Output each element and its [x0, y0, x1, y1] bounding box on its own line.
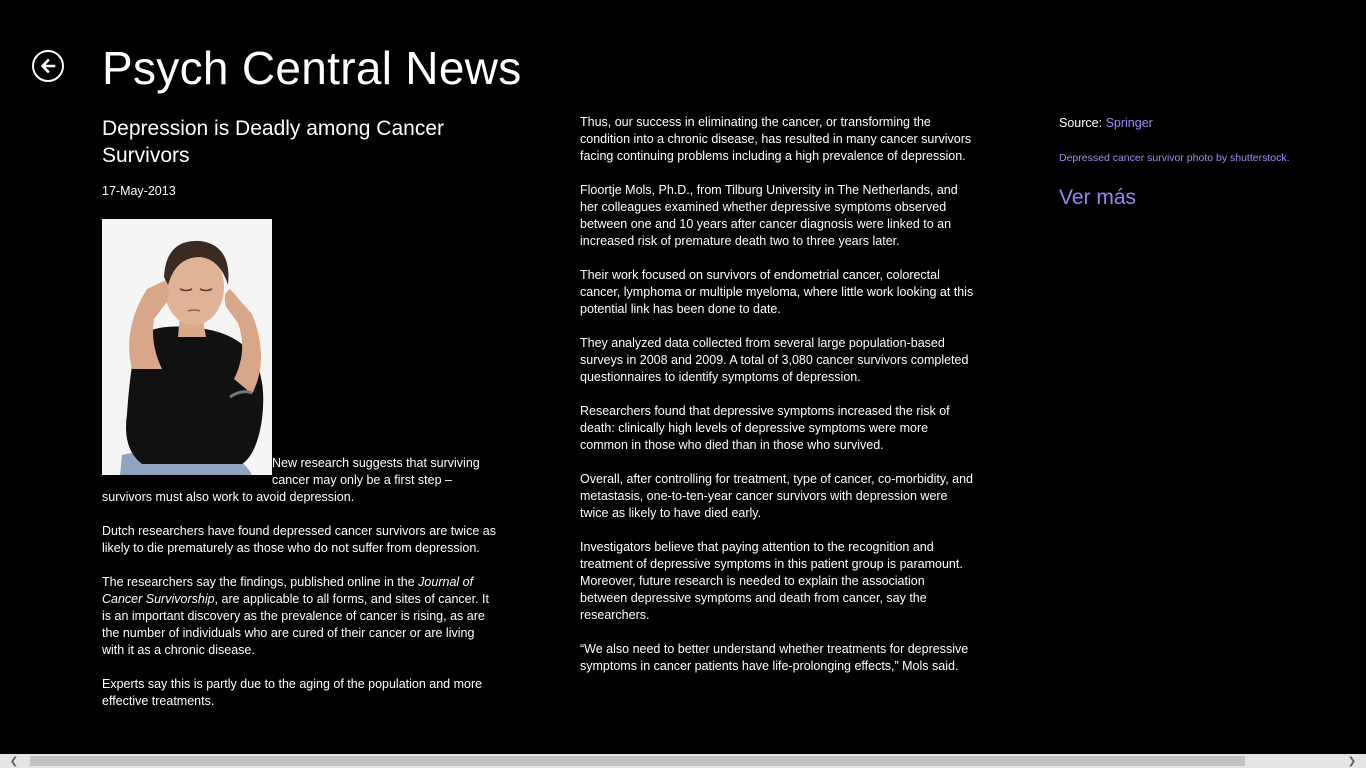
app-title: Psych Central News — [102, 42, 522, 94]
article-paragraph — [102, 574, 497, 659]
scrollbar-thumb[interactable] — [30, 756, 1245, 766]
article-date: 17-May-2013 — [102, 184, 176, 198]
article-paragraph: Their work focused on survivors of endometrial cancer, colorectal cancer, lymphoma or multiple myeloma, where little work looking at this potential link has been done to date. — [580, 268, 974, 316]
journal-name: Journal of Cancer Survivorship — [102, 575, 474, 606]
article-paragraph: They analyzed data collected from several large population-based surveys in 2008 and 2009. A total of 3,080 cancer survivors completed questionnaires to identify symptoms of depression. — [580, 336, 969, 384]
scroll-right-button[interactable] — [1338, 754, 1366, 768]
article-paragraph: Overall, after controlling for treatment, type of cancer, co-morbidity, and metastasis, one-to-ten-year cancer survivors with depression were twice as likely to have died early. — [580, 472, 973, 520]
photo-credit-link[interactable]: Depressed cancer survivor photo by shutterstock. — [1059, 152, 1290, 164]
source-label: Source: — [1059, 116, 1106, 130]
article-paragraph: Investigators believe that paying attention to the recognition and treatment of depressive symptoms in this patient group is paramount. Moreover, future research is needed to explain the association between depressive symptoms and death from cancer, say the researchers. — [580, 540, 963, 622]
horizontal-scrollbar[interactable] — [0, 754, 1366, 768]
back-arrow-icon — [38, 56, 58, 76]
article-paragraph: New research suggests that surviving cancer may only be a first step – survivors must also work to avoid depression. — [102, 456, 480, 504]
article-paragraph: Thus, our success in eliminating the cancer, or transforming the condition into a chronic disease, has resulted in many cancer survivors facing continuing problems including a high prevalence of depression. — [580, 115, 972, 163]
article-paragraph: Floortje Mols, Ph.D., from Tilburg University in The Netherlands, and her colleagues examined whether depressive symptoms observed between one and 10 years after cancer diagnosis were linked to an increased risk of premature death two to three years later. — [580, 183, 958, 248]
article-text: , are applicable to all forms, and sites of cancer. It is an important discovery as the prevalence of cancer is rising, as are the number of individuals who are cured of their cancer or are living with it as a chronic disease. — [102, 592, 489, 657]
article-text: The researchers say the findings, published online in the — [102, 575, 419, 589]
article-column-1 — [102, 115, 497, 710]
source-link[interactable]: Springer — [1105, 116, 1153, 130]
chevron-left-icon: ❮ — [9, 755, 19, 767]
article-column-3 — [1059, 115, 1339, 209]
article-column-2 — [580, 114, 975, 675]
article-source — [1059, 115, 1339, 132]
depressed-person-image — [102, 219, 272, 475]
article-paragraph: Experts say this is partly due to the aging of the population and more effective treatments. — [102, 677, 483, 708]
scroll-left-button[interactable] — [0, 754, 28, 768]
back-button[interactable] — [32, 50, 64, 82]
article-body-start — [102, 214, 497, 710]
article-paragraph: Dutch researchers have found depressed cancer survivors are twice as likely to die prematurely as those who do not suffer from depression. — [102, 524, 496, 555]
more-link[interactable]: Ver más — [1059, 186, 1137, 209]
chevron-right-icon: ❯ — [1347, 755, 1357, 767]
article-paragraph: “We also need to better understand whether treatments for depressive symptoms in cancer patients have life-prolonging effects,” Mols said. — [580, 642, 969, 673]
article-paragraph: Researchers found that depressive symptoms increased the risk of death: clinically high levels of depressive symptoms were more common in those who died than in those who survived. — [580, 404, 950, 452]
article-photo — [102, 219, 272, 475]
article-headline: Depression is Deadly among Cancer Survivors — [102, 117, 444, 167]
